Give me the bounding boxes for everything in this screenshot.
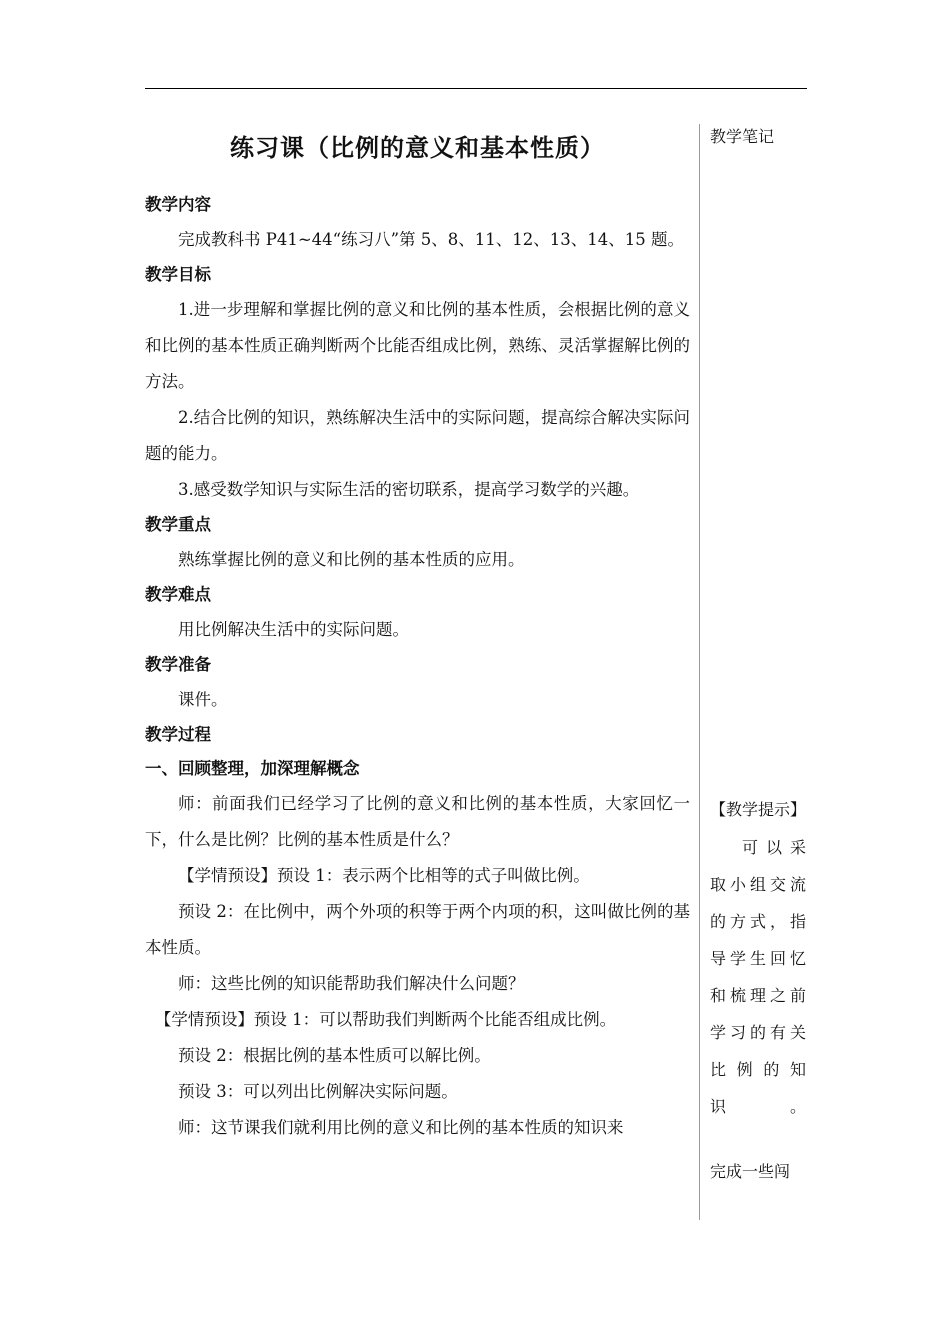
step-1-heading: 一、回顾整理，加深理解概念 <box>145 759 360 778</box>
section-heading-difficulty: 教学难点 <box>145 585 211 604</box>
process-paragraph: 预设 2：根据比例的基本性质可以解比例。 <box>178 1046 491 1065</box>
teaching-tips <box>710 797 808 1125</box>
content-text: 完成教科书 P41~44“练习八”第 5、8、11、12、13、14、15 题。 <box>178 230 684 249</box>
process-paragraph: 师：前面我们已经学习了比例的意义和比例的基本性质，大家回忆一下，什么是比例？比例的基本性质是什么？ <box>145 794 690 849</box>
tips-heading: 【教学提示】 <box>710 800 807 819</box>
section-heading-content: 教学内容 <box>145 195 211 214</box>
goal-1: 1.进一步理解和掌握比例的意义和比例的基本性质，会根据比例的意义和比例的基本性质正确判断两个比能否组成比例，熟练、灵活掌握解比例的方法。 <box>145 300 690 391</box>
process-paragraph: 【学情预设】预设 1：可以帮助我们判断两个比能否组成比例。 <box>154 1010 617 1029</box>
preparation-text: 课件。 <box>178 690 228 709</box>
notes-divider <box>699 124 700 1220</box>
process-paragraph: 师：这些比例的知识能帮助我们解决什么问题？ <box>178 974 525 993</box>
key-text: 熟练掌握比例的意义和比例的基本性质的应用。 <box>178 550 525 569</box>
section-heading-process: 教学过程 <box>145 725 211 744</box>
process-paragraph: 预设 2：在比例中，两个外项的积等于两个内项的积，这叫做比例的基本性质。 <box>145 902 690 957</box>
top-rule <box>145 88 807 89</box>
tips-text: 可以采取小组交流的方式，指导学生回忆和梳理之前学习的有关比例的知识。 <box>710 838 808 1116</box>
tips-continuation: 完成一些闯 <box>710 1162 791 1181</box>
goal-2: 2.结合比例的知识，熟练解决生活中的实际问题，提高综合解决实际问题的能力。 <box>145 408 690 463</box>
process-paragraph: 【学情预设】预设 1：表示两个比相等的式子叫做比例。 <box>178 866 590 885</box>
section-heading-preparation: 教学准备 <box>145 655 211 674</box>
lesson-body <box>145 128 690 1146</box>
process-paragraph: 预设 3：可以列出比例解决实际问题。 <box>178 1082 458 1101</box>
difficulty-text: 用比例解决生活中的实际问题。 <box>178 620 409 639</box>
page-title: 练习课（比例的意义和基本性质） <box>230 134 605 162</box>
goal-3: 3.感受数学知识与实际生活的密切联系，提高学习数学的兴趣。 <box>178 480 640 499</box>
section-heading-goals: 教学目标 <box>145 265 211 284</box>
notes-title: 教学笔记 <box>710 127 775 146</box>
section-heading-key: 教学重点 <box>145 515 211 534</box>
process-paragraph: 师：这节课我们就利用比例的意义和比例的基本性质的知识来 <box>178 1118 624 1137</box>
